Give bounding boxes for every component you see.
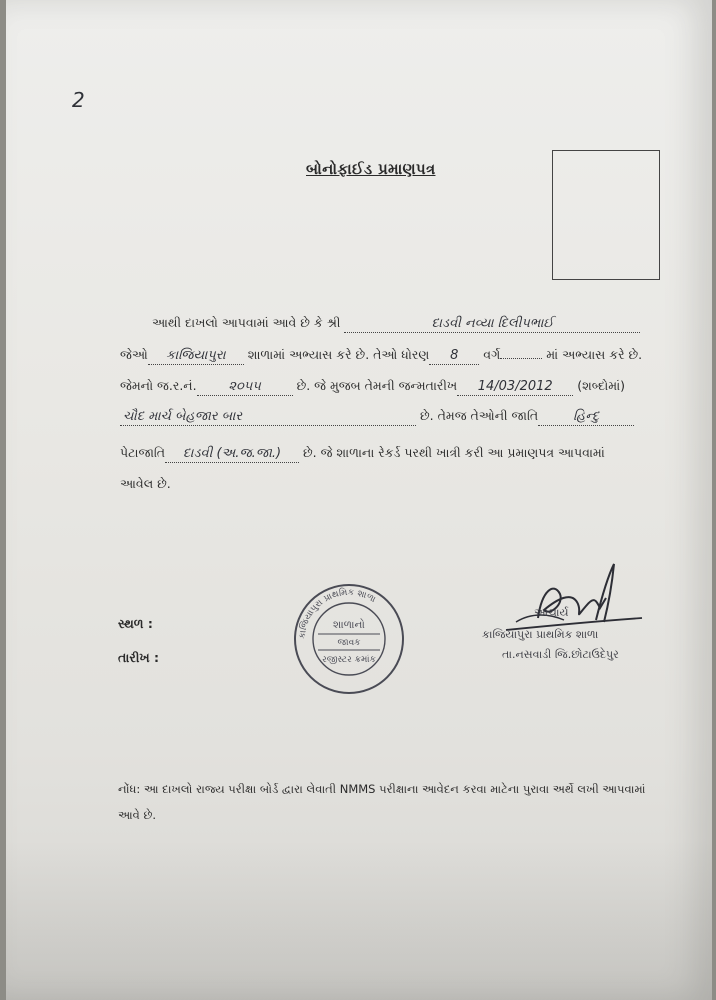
dob-field bbox=[457, 378, 573, 396]
page-shadow bbox=[6, 840, 712, 1000]
student-name-field bbox=[344, 315, 640, 333]
dob-value: 14/03/2012 bbox=[477, 379, 553, 394]
certificate-page bbox=[6, 0, 712, 1000]
stamp-center-mid: જાવક bbox=[337, 638, 361, 648]
stamp-ring-text: કાજિયાપુરા પ્રાથમિક શાળા bbox=[297, 587, 378, 640]
page-number: 2 bbox=[72, 88, 85, 112]
dob-words: ચૌદ માર્ચ બેહજાર બાર bbox=[123, 409, 242, 424]
photo-placeholder bbox=[552, 150, 660, 280]
body-line-5 bbox=[120, 445, 605, 463]
caste-field bbox=[538, 408, 634, 426]
text-studying: માં અભ્યાસ કરે છે. bbox=[546, 347, 643, 362]
intro-text: આથી દાખલો આપવામાં આવે છે કે શ્રી bbox=[152, 315, 341, 330]
text-jeo: જેઓ bbox=[120, 347, 148, 362]
text-subcaste: પેટાજાતિ bbox=[120, 445, 166, 460]
stamp-center-bottom: રજીસ્ટર ક્રમાંક bbox=[322, 655, 376, 665]
class-field bbox=[500, 358, 542, 359]
body-line-1 bbox=[152, 315, 640, 333]
principal-role: આચાર્ય bbox=[534, 606, 569, 619]
school-name: કાજિયાપુરા bbox=[165, 348, 226, 363]
body-line-4 bbox=[120, 408, 634, 426]
gr-number-field bbox=[197, 378, 293, 396]
text-records: છે. જે શાળાના રેકર્ડ પરથી ખાત્રી કરી આ પ્રમાણપત્ર આપવામાં bbox=[303, 445, 605, 460]
place-label: સ્થળ : bbox=[118, 616, 153, 631]
dob-words-field bbox=[120, 408, 416, 426]
certificate-title: બોનોફાઈડ પ્રમાણપત્ર bbox=[306, 160, 436, 178]
text-in-words: (શબ્દોમાં) bbox=[577, 378, 626, 393]
caste-value: હિન્દુ bbox=[573, 409, 600, 424]
gr-number: ૨૦૫૫ bbox=[228, 379, 261, 394]
footnote: નોંધ: આ દાખલો રાજ્ય પરીક્ષા બોર્ડ દ્વારા લેવાતી NMMS પરીક્ષાના આવેદન કરવા માટેના પુરાવા અર્થે લખી આપવામાં આવે છે. bbox=[118, 782, 646, 822]
text-dob: છે. જે મુજબ તેમની જન્મતારીખ bbox=[296, 378, 458, 393]
principal-signature-block bbox=[446, 560, 656, 670]
school-name-field bbox=[148, 347, 244, 365]
text-gr-no: જેમનો જ.ર.નં. bbox=[120, 378, 197, 393]
standard-value: 8 bbox=[450, 348, 459, 363]
text-class: વર્ગ bbox=[483, 347, 501, 362]
principal-location: તા.નસવાડી જિ.છોટાઉદેપુર bbox=[502, 648, 619, 661]
standard-field bbox=[429, 347, 479, 365]
text-study: શાળામાં અભ્યાસ કરે છે. તેઓ ધોરણ bbox=[247, 347, 430, 362]
date-label: તારીખ : bbox=[118, 650, 160, 665]
stamp-center-top: શાળાનો bbox=[333, 619, 365, 631]
text-caste: છે. તેમજ તેઓની જાતિ bbox=[419, 408, 539, 423]
school-stamp bbox=[292, 582, 406, 696]
body-line-6: આવેલ છે. bbox=[120, 476, 171, 491]
svg-text:કાજિયાપુરા પ્રાથમિક શાળા bbox=[298, 587, 377, 639]
body-line-3 bbox=[120, 378, 625, 396]
body-line-2 bbox=[120, 347, 642, 365]
subcaste-value: દાડવી (અ.જ.જા.) bbox=[182, 446, 282, 461]
student-name: દાડવી નવ્યા દિલીપભાઈ bbox=[431, 316, 554, 331]
principal-school: કાજિયાપુરા પ્રાથમિક શાળા bbox=[482, 628, 599, 641]
subcaste-field bbox=[165, 445, 299, 463]
